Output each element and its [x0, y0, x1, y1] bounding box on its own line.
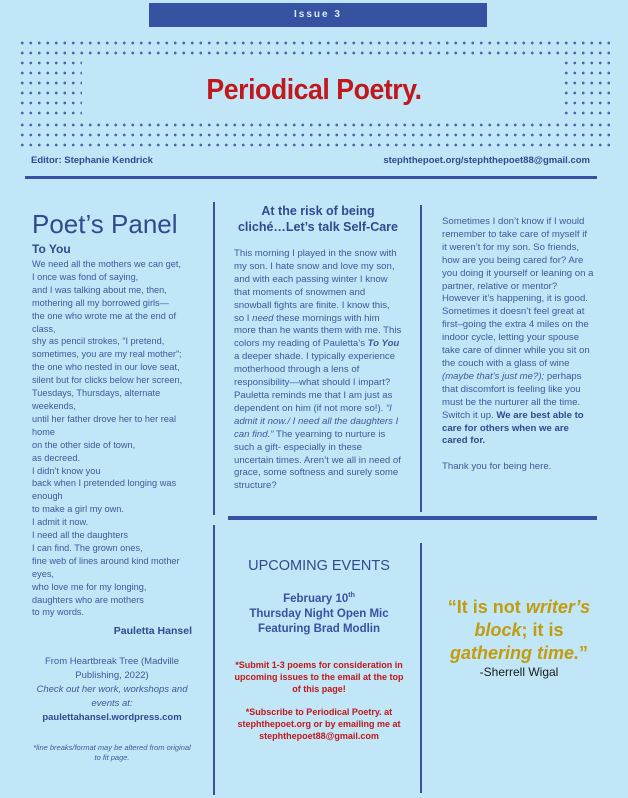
poem-reference: To You: [367, 338, 400, 350]
quote-mid: ; it is: [521, 620, 564, 640]
article-emphasis: need: [252, 312, 274, 324]
newsletter-title: Periodical Poetry.: [206, 74, 422, 106]
article-text: these mornings with him more than he wants them with me. This colors my reading of Pauletta’s: [234, 312, 402, 350]
event-feature: Featuring Brad Modlin: [257, 622, 381, 635]
article-text: The yearning to nurture is such a gift- especially in these uncertain times. Aren’t we all in need of grace, some softness and surely some structure?: [234, 428, 401, 492]
section-rule: [228, 516, 597, 520]
poem-title: To You: [32, 242, 71, 256]
article-highlight: We are best able to care for others when we are cared for.: [442, 409, 584, 447]
self-care-article: [234, 204, 402, 493]
event-date-suffix: th: [348, 592, 355, 599]
poem-line: I can find. The grown ones,: [32, 542, 143, 553]
poem-line: I didn’t know you: [32, 465, 101, 476]
column-divider-right-lower: [420, 543, 422, 793]
featured-quote: [434, 596, 604, 679]
poem-line: I once was fond of saying,: [32, 271, 139, 282]
event-date-text: February 10: [283, 592, 349, 605]
format-note: *line breaks/format may be altered from original to fit page.: [33, 743, 191, 763]
article-text: This morning I played in the snow with my son. I hate snow and love my son, and with each passing winter I know that moments of snowmen and snowball fights are finite. I know this, so I: [234, 248, 397, 324]
quote-phrase-2: gathering time.: [449, 643, 579, 663]
dot-pattern-bottom: [18, 120, 614, 150]
event-name: Thursday Night Open Mic: [249, 607, 389, 620]
article-text: a deeper shade. I typically experience motherhood through a lens of responsibility—what should I impart? Pauletta reminds me that I am just as dependent on him (if not more so!).: [234, 351, 396, 414]
thank-you-line: Thank you for being here.: [442, 461, 552, 473]
poem-line: I admit it now.: [32, 517, 89, 528]
event-date: [230, 588, 408, 607]
article-paragraph-2: [442, 216, 594, 448]
column-divider-left-lower: [213, 525, 215, 795]
dot-pattern-right: [562, 58, 614, 120]
poets-panel: [32, 208, 192, 763]
article-continued: [442, 216, 594, 474]
poem-line: to my words.: [32, 607, 85, 618]
article-title-line1: At the risk of being: [261, 204, 375, 218]
dot-pattern-left: [18, 58, 82, 120]
poem-line: until her father drove her to her real home: [32, 413, 177, 437]
article-title-line2: cliché…Let’s talk Self-Care: [237, 219, 399, 234]
panel-title: Poet’s Panel: [32, 209, 178, 239]
poem-line: as decreed.: [32, 452, 81, 463]
editor-credit: Editor: Stephanie Kendrick: [31, 155, 153, 166]
poem-line: mothering all my borrowed girls—: [32, 297, 169, 308]
upcoming-events: [230, 558, 408, 742]
poem-line: back when I pretended longing was enough: [32, 478, 177, 502]
poem-line: on the other side of town,: [32, 439, 136, 450]
author-website-link[interactable]: paulettahansel.wordpress.com: [42, 712, 182, 724]
subscribe-call: *Subscribe to Periodical Poetry. at stephthepoet.org or by emailing me at stephthepoet88@gmail.com: [237, 706, 401, 741]
poem-line: and I was talking about me, then,: [32, 284, 167, 295]
article-title: [234, 204, 402, 235]
poem-body: [32, 258, 192, 619]
poem-author: Pauletta Hansel: [113, 625, 192, 638]
quote-author: -Sherrell Wigal: [479, 665, 559, 679]
article-text: perhaps that discomfort is feeling like you must be the nurturer all the time. Switch it up.: [442, 370, 582, 421]
poem-line: who love me for my longing,: [32, 581, 147, 592]
contact-line: stephthepoet.org/stephthepoet88@gmail.com: [383, 155, 590, 166]
issue-banner: Issue 3: [149, 3, 487, 27]
column-divider-right: [420, 205, 422, 512]
column-divider-left: [213, 202, 215, 515]
poem-line: We need all the mothers we can get,: [32, 259, 181, 269]
article-paragraph-1: [234, 248, 402, 493]
quote-open: “It is not: [447, 597, 521, 617]
dot-pattern-top: [18, 38, 614, 58]
article-aside: (maybe that’s just me?);: [442, 370, 545, 382]
poem-line: silent but for clicks below her screen,: [32, 375, 183, 386]
poem-line: Tuesdays, Thursdays, alternate weekends,: [32, 388, 161, 411]
poem-quote: “I admit it now./ I need all the daughters I can find.”: [234, 402, 399, 440]
poem-line: fine web of lines around kind mother eyes,: [32, 555, 180, 579]
header-rule: [25, 176, 597, 179]
source-invite: Check out her work, workshops and events at:: [36, 684, 188, 710]
poem-line: I need all the daughters: [32, 530, 129, 541]
source-publication: From Heartbreak Tree (Madville Publishing, 2022): [44, 656, 180, 682]
poem-source: [32, 655, 192, 725]
poem-line: daughters who are mothers: [32, 594, 144, 605]
events-title: UPCOMING EVENTS: [248, 558, 390, 574]
article-text: Sometimes I don’t know if I would remember to take care of myself if it weren’t for my son. So friends, how are you being cared for? Are you doing it yourself or leaning on a partner, relative or mentor? However it’s happening, it is good. Sometimes it doesn’t feel great at first–going the extra 4 miles on the indoor cycle, letting your spouse take care of dinner while you sit on the couch with a glass of wine: [442, 216, 594, 369]
poem-line: the one who wrote me at the end of class,: [32, 310, 177, 334]
poem-line: the one who nested in our love seat,: [32, 362, 180, 373]
quote-close: ”: [579, 643, 588, 663]
poem-line: to make a girl my own.: [32, 504, 124, 515]
poem-line: shy as pencil strokes, “I pretend, sometimes, you are my real mother”;: [32, 336, 182, 360]
submit-call: *Submit 1-3 poems for consideration in upcoming issues to the email at the top of this page!: [234, 659, 404, 694]
quote-phrase-1: writer’s block: [474, 597, 591, 640]
event-details: [230, 588, 408, 637]
